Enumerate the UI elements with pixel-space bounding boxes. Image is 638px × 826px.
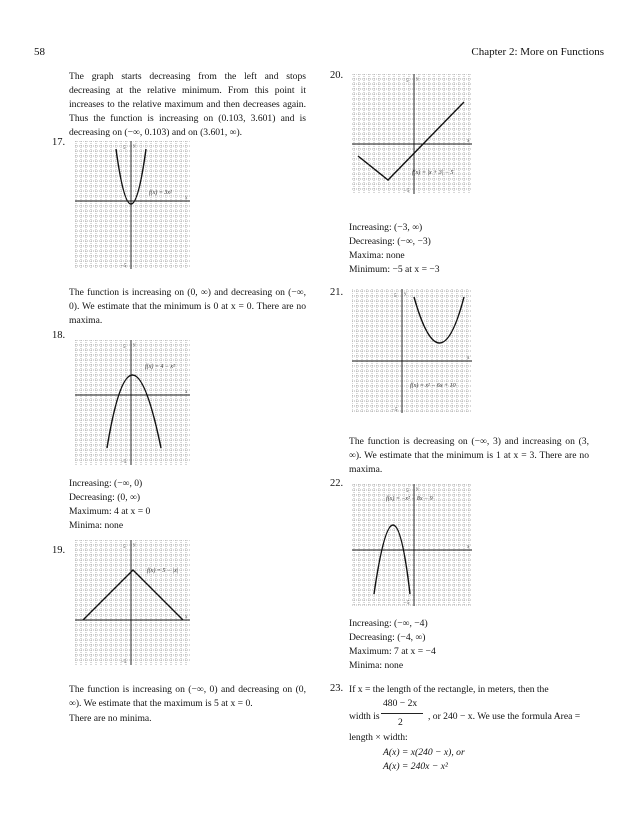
- p22-line-4: Minima: none: [349, 660, 404, 671]
- problem-21-number: 21.: [330, 287, 344, 298]
- graph-18-grid: [75, 340, 190, 465]
- graph-19: [75, 540, 190, 665]
- y-axis-label: y: [133, 543, 136, 548]
- y-axis-label: y: [416, 77, 419, 82]
- p23-frac-den: 2: [398, 717, 403, 728]
- page-number: 58: [34, 46, 45, 58]
- graph-22-svg: [352, 484, 472, 606]
- graph-20: [352, 74, 472, 194]
- y-axis-label: y: [416, 487, 419, 492]
- graph-18-curve: [107, 375, 161, 448]
- p23-width-pre: width is: [349, 711, 380, 722]
- p23-width-post: , or 240 − x. We use the formula Area =: [428, 711, 581, 722]
- x-axis-label: x: [185, 390, 188, 395]
- problem-21-text: The function is decreasing on (−∞, 3) and increasing on (3, ∞). We estimate that the minimum is 1 at x = 3. There are no maxima.: [349, 436, 589, 475]
- graph-19-grid: [75, 540, 190, 665]
- problem-23-number: 23.: [330, 683, 344, 694]
- graph-21: [352, 289, 472, 413]
- tick-pos5: 5: [123, 345, 126, 350]
- y-axis-label: y: [133, 343, 136, 348]
- tick-neg5: −5: [392, 408, 398, 413]
- tick-pos5: 5: [406, 79, 409, 84]
- graph-22-curve: [374, 525, 410, 594]
- p18-line-4: Minima: none: [69, 520, 124, 531]
- graph-17: [75, 141, 190, 269]
- problem-20-number: 20.: [330, 70, 344, 81]
- problem-19-number: 19.: [52, 545, 66, 556]
- tick-neg5: −5: [121, 460, 127, 465]
- graph-21-svg: [352, 289, 472, 413]
- chapter-title: Chapter 2: More on Functions: [471, 46, 604, 58]
- graph-22: [352, 484, 472, 606]
- tick-pos5: 5: [406, 489, 409, 494]
- p23-line-3: length × width:: [349, 732, 408, 743]
- p22-line-1: Increasing: (−∞, −4): [349, 618, 428, 629]
- graph-22-label: f(x) = −x² − 8x − 9: [386, 496, 433, 502]
- graph-21-label: f(x) = x² − 6x + 10: [410, 383, 456, 389]
- p18-line-1: Increasing: (−∞, 0): [69, 478, 143, 489]
- x-axis-label: x: [467, 356, 470, 361]
- problem-19-text2: There are no minima.: [69, 713, 152, 724]
- tick-neg5: −5: [404, 189, 410, 194]
- problem-18-number: 18.: [52, 330, 66, 341]
- graph-18-svg: [75, 340, 190, 465]
- tick-pos5: 5: [123, 545, 126, 550]
- tick-neg5: −5: [404, 601, 410, 606]
- p20-line-4: Minimum: −5 at x = −3: [349, 264, 440, 275]
- p23-eq-2: A(x) = 240x − x²: [383, 761, 448, 772]
- x-axis-label: x: [467, 545, 470, 550]
- p20-line-3: Maxima: none: [349, 250, 405, 261]
- problem-18-summary: [69, 477, 150, 533]
- p23-frac-bar: [381, 713, 423, 714]
- problem-22-number: 22.: [330, 478, 344, 489]
- y-axis-label: y: [133, 144, 136, 149]
- tick-pos5: 5: [394, 294, 397, 299]
- graph-21-grid: [352, 289, 472, 413]
- y-axis-label: y: [404, 292, 407, 297]
- graph-20-label: f(x) = |x + 3| − 5: [412, 170, 454, 176]
- graph-17-grid: [75, 141, 190, 269]
- graph-20-svg: [352, 74, 472, 194]
- tick-neg5: −5: [121, 660, 127, 665]
- problem-17-number: 17.: [52, 137, 66, 148]
- problem-20-summary: [349, 221, 440, 277]
- x-axis-label: x: [185, 615, 188, 620]
- problem-17-text: The function is increasing on (0, ∞) and decreasing on (−∞, 0). We estimate that the minimum is 0 at x = 0. There are no maxima.: [69, 287, 306, 326]
- p20-line-2: Decreasing: (−∞, −3): [349, 236, 431, 247]
- graph-18-label: f(x) = 4 − x²: [145, 364, 175, 370]
- graph-20-grid: [352, 74, 472, 194]
- problem-19-text: The function is increasing on (−∞, 0) and decreasing on (0, ∞). We estimate that the maximum is 5 at x = 0.: [69, 684, 306, 709]
- p20-line-1: Increasing: (−3, ∞): [349, 222, 423, 233]
- p18-line-2: Decreasing: (0, ∞): [69, 492, 141, 503]
- p23-frac-num: 480 − 2x: [383, 698, 418, 709]
- p23-line-1: If x = the length of the rectangle, in meters, then the: [349, 684, 549, 695]
- graph-19-svg: [75, 540, 190, 665]
- problem-22-summary: [349, 617, 436, 673]
- p18-line-3: Maximum: 4 at x = 0: [69, 506, 151, 517]
- graph-17-label: f(x) = 3x²: [149, 190, 172, 196]
- intro-paragraph: The graph starts decreasing from the left and stops decreasing at the relative minimum. From this point it increases to the relative maximum and then decreases again. Thus the function is increasing on (0.103, 3.601) and is decreasing on (−∞, 0.103) and on (3.601, ∞).: [69, 71, 306, 138]
- x-axis-label: x: [185, 196, 188, 201]
- p22-line-2: Decreasing: (−4, ∞): [349, 632, 426, 643]
- p22-line-3: Maximum: 7 at x = −4: [349, 646, 436, 657]
- tick-neg5: −5: [121, 264, 127, 269]
- graph-22-grid: [352, 484, 472, 606]
- graph-18: [75, 340, 190, 465]
- tick-pos5: 5: [123, 146, 126, 151]
- graph-17-svg: [75, 141, 190, 269]
- x-axis-label: x: [467, 139, 470, 144]
- p23-eq-1: A(x) = x(240 − x), or: [383, 747, 465, 758]
- graph-19-label: f(x) = 5 − |x|: [147, 568, 179, 574]
